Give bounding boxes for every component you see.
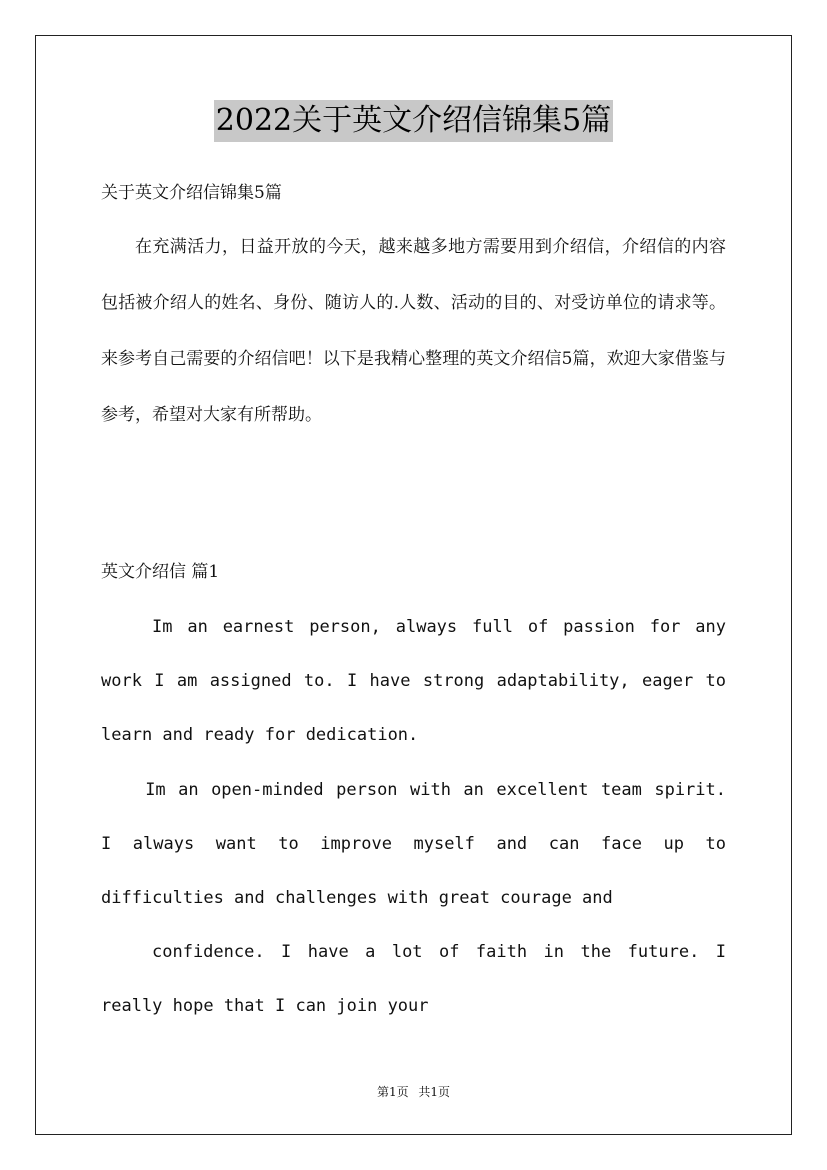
document-title: 2022关于英文介绍信锦集5篇 <box>214 100 613 142</box>
body-paragraph-3: confidence. I have a lot of faith in the future. I really hope that I can join your <box>101 942 726 1016</box>
title-container <box>0 100 827 142</box>
page-total: 共1页 <box>418 1085 451 1099</box>
body-paragraph-1: Im an earnest person, always full of passion for any work I am assigned to. I have strong adaptability, eager to learn and ready for dedication. <box>101 617 726 745</box>
body-paragraph-2: Im an open-minded person with an excellent team spirit. I always want to improve myself and can face up to difficulties and challenges with great courage and <box>101 780 726 908</box>
page-number: 第1页 <box>376 1085 409 1099</box>
intro-paragraph: 在充满活力，日益开放的今天，越来越多地方需要用到介绍信，介绍信的内容包括被介绍人的姓名、身份、随访人的.人数、活动的目的、对受访单位的请求等。来参考自己需要的介绍信吧！以下是我精心整理的英文介绍信5篇，欢迎大家借鉴与参考，希望对大家有所帮助。 <box>101 237 726 425</box>
section-heading: 英文介绍信 篇1 <box>101 562 220 582</box>
page-footer <box>0 1082 827 1102</box>
document-subtitle: 关于英文介绍信锦集5篇 <box>101 183 282 203</box>
